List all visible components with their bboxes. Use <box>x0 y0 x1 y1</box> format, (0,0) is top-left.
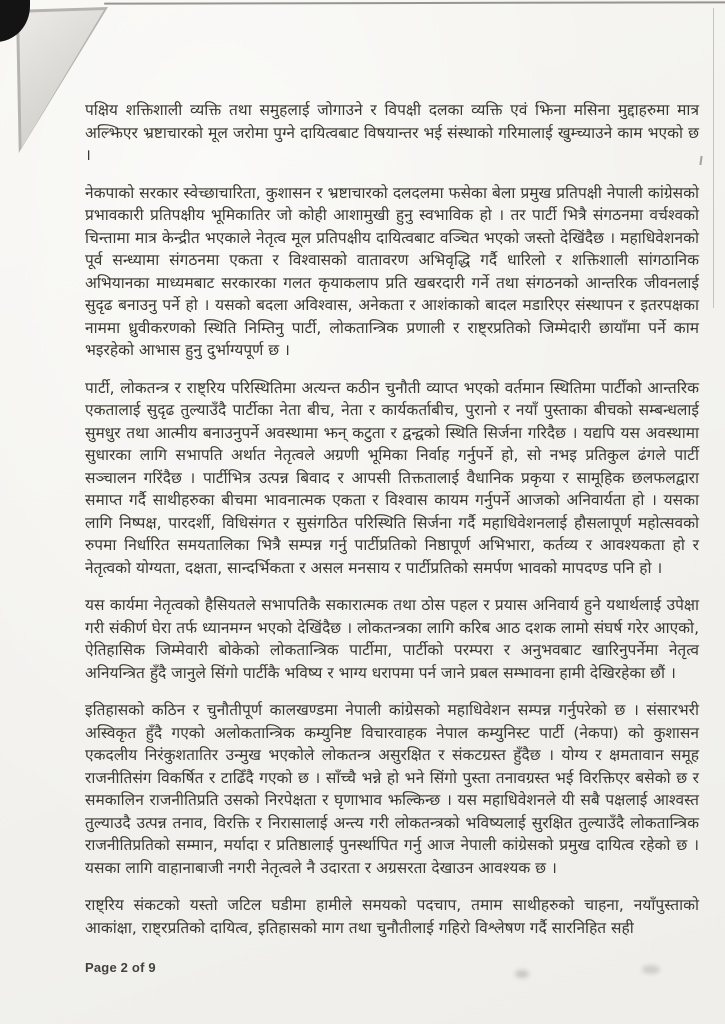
body-paragraph-3: पार्टी, लोकतन्त्र र राष्ट्रिय परिस्थितिमा अत्यन्त कठीन चुनौती व्याप्त भएको वर्तमान स्थितिमा पार्टीको आन्तरिक एकतालाई सुदृढ तुल्याउँदै पार्टीका नेता बीच, नेता र कार्यकर्ताबीच, पुरानो र नयाँ पुस्ताका बीचको सम्बन्धलाई सुमधुर तथा आत्मीय बनाउनुपर्ने अवस्थामा झन् कटुता र द्वन्द्वको स्थिति सिर्जना गरिदैछ । यद्यपि यस अवस्थामा सुधारका लागि सभापति अर्थात नेतृत्वले अग्रणी भूमिका निर्वाह गर्नुपर्ने हो, सो नभइ प्रतिकुल ढंगले पार्टी सञ्चालन गरिंदैछ । पार्टीभित्र उत्पन्न बिवाद र आपसी तिक्ततालाई वैधानिक प्रकृया र सामूहिक छलफलद्वारा समाप्त गर्दै साथीहरुका बीचमा भावनात्मक एकता र विश्वास कायम गर्नुपर्ने आजको अनिवार्यता हो । यसका लागि निष्पक्ष, पारदर्शी, विधिसंगत र सुसंगठित परिस्थिति सिर्जना गर्दै महाधिवेशनलाई हौसलापूर्ण महोत्सवको रुपमा निर्धारित समयतालिका भित्रै सम्पन्न गर्नु पार्टीप्रतिको निष्ठापूर्ण अभिभारा, कर्तव्य र आवश्यकता हो र नेतृत्वको योग्यता, दक्षता, सान्दर्भिकता र असल मनसाय र पार्टीप्रतिको समर्पण भावको मापदण्ड पनि हो । <box>85 378 699 577</box>
page-number-footer: Page 2 of 9 <box>85 960 156 975</box>
scan-smudge <box>642 965 660 974</box>
scan-top-edge-artifact <box>104 1 725 4</box>
body-paragraph-4: यस कार्यमा नेतृत्वको हैसियतले सभापतिकै सकारात्मक तथा ठोस पहल र प्रयास अनिवार्य हुने यथार्थलाई उपेक्षा गरी संकीर्ण घेरा तर्फ ध्यानमग्न भएको देखिंदैछ । लोकतन्त्रका लागि करिब आठ दशक लामो संघर्ष गरेर आएको, ऐतिहासिक जिम्मेवारी बोकेको लोकतान्त्रिक पार्टीमा, पार्टीको परम्परा र अनुभवबाट खारिनुपर्नेमा नेतृत्व अनियन्त्रित हुँदै जानुले सिंगो पार्टीकै भविष्य र भाग्य धरापमा पर्न जाने प्रबल सम्भावना हामी देखिरहेका छौं । <box>85 596 699 682</box>
body-paragraph-2: नेकपाको सरकार स्वेच्छाचारिता, कुशासन र भ्रष्टाचारको दलदलमा फसेका बेला प्रमुख प्रतिपक्षी नेपाली कांग्रेसको प्रभावकारी प्रतिपक्षीय भूमिकातिर जो कोही आशामुखी हुनु स्वभाविक हो । तर पार्टी भित्रै संगठनमा वर्चश्वको चिन्तामा मात्र केन्द्रीत भएकाले नेतृत्व मूल प्रतिपक्षीय दायित्वबाट वञ्चित भएको जस्तो देखिंदैछ । महाधिवेशनको पूर्व सन्ध्यामा संगठनमा एकता र विश्वासको वातावरण अभिवृद्धि गर्दै धारिलो र शक्तिशाली सांगठानिक अभियानका माध्यमबाट सरकारका गलत कृयाकलाप प्रति खबरदारी गर्ने तथा संगठनको आन्तरिक जीवनलाई सुदृढ बनाउनु पर्ने हो । यसको बदला अविश्वास, अनेकता र आशंकाको बादल मडारिएर संस्थापन र इतरपक्षका नाममा ध्रुवीकरणको स्थिति निम्तिनु पार्टी, लोकतान्त्रिक प्रणाली र राष्ट्रप्रतिको जिम्मेदारी छायाँमा पर्ने काम भइरहेको आभास हुनु दुर्भाग्यपूर्ण छ । <box>85 183 699 359</box>
stray-ink-mark <box>699 156 702 165</box>
body-paragraph-1: पक्षिय शक्तिशाली व्यक्ति तथा समुहलाई जोगाउने र विपक्षी दलका व्यक्ति एवं झिना मसिना मुद्दाहरुमा मात्र अल्झिएर भ्रष्टाचारको मूल जरोमा पुग्ने दायित्वबाट विषयान्तर भई संस्थाको गरिमालाई खुम्च्याउने काम भएको छ । <box>85 101 699 164</box>
scan-right-edge-line <box>713 8 714 308</box>
scan-smudge <box>515 970 529 978</box>
document-body <box>85 99 699 954</box>
body-paragraph-6: राष्ट्रिय संकटको यस्तो जटिल घडीमा हामीले समयको पदचाप, तमाम साथीहरुको चाहना, नयाँपुस्ताको आकांक्षा, राष्ट्रप्रतिको दायित्व, इतिहासको माग तथा चुनौतीलाई गहिरो विश्लेषण गर्दै सारनिहित सही <box>85 896 699 937</box>
body-paragraph-5: इतिहासको कठिन र चुनौतीपूर्ण कालखण्डमा नेपाली कांग्रेसको महाधिवेशन सम्पन्न गर्नुपरेको छ । संसारभरी अस्विकृत हुँदै गएको अलोकतान्त्रिक कम्युनिष्ट विचारवाहक नेपाल कम्युनिस्ट पार्टी (नेकपा) को कुशासन एकदलीय निरंकुशतातिर उन्मुख भएकोले लोकतन्त्र असुरक्षित र संकटग्रस्त हुँदैछ । योग्य र क्षमतावान समूह राजनीतिसंग विकर्षित र टाढिँदै गएको छ । साँच्चै भन्ने हो भने सिंगो पुस्ता तनावग्रस्त भई विरक्तिएर बसेको छ र समकालिन राजनीतिप्रति उसको निरपेक्षता र घृणाभाव झल्किन्छ । यस महाधिवेशनले यी सबै पक्षलाई आश्वस्त तुल्याउदै उत्पन्न तनाव, विरक्ति र निरासालाई अन्त्य गरी लोकतन्त्रको भविष्यलाई सुरक्षित तुल्याउँदै लोकतान्त्रिक राजनीतिप्रतिको सम्मान, मर्यादा र प्रतिष्ठालाई पुनर्स्थापित गर्नु आज नेपाली कांग्रेसको प्रमुख दायित्व रहेको छ । यसका लागि वाहानाबाजी नगरी नेतृत्वले नै उदारता र अग्रसरता देखाउन आवश्यक छ । <box>85 701 699 877</box>
